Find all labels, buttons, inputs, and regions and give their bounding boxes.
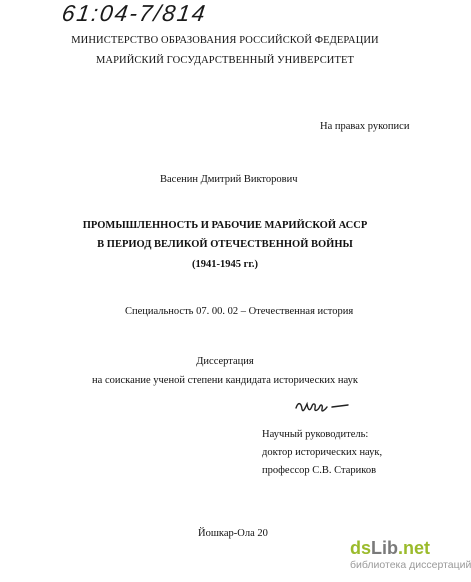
logo-ds-part: ds [350, 538, 372, 558]
ministry-header: МИНИСТЕРСТВО ОБРАЗОВАНИЯ РОССИЙСКОЙ ФЕДЕРАЦИИ [71, 35, 379, 46]
watermark-subtitle: библиотека диссертаций [350, 559, 471, 571]
thesis-title-line2: В ПЕРИОД ВЕЛИКОЙ ОТЕЧЕСТВЕННОЙ ВОЙНЫ [97, 239, 353, 250]
advisor-label: Научный руководитель: [262, 429, 369, 440]
thesis-title-line1: ПРОМЫШЛЕННОСТЬ И РАБОЧИЕ МАРИЙСКОЙ АССР [82, 220, 368, 231]
dissertation-label: Диссертация [196, 356, 254, 367]
city-year: Йошкар-Ола 20 [198, 528, 268, 539]
degree-line: на соискание ученой степени кандидата исторических наук [92, 375, 358, 386]
specialty-line: Специальность 07. 00. 02 – Отечественная история [125, 306, 354, 317]
dslib-logo [350, 538, 430, 559]
signature [294, 396, 354, 418]
author-name: Васенин Дмитрий Викторович [160, 174, 298, 185]
logo-net-part: net [403, 538, 431, 558]
advisor-name: профессор С.В. Стариков [262, 465, 377, 476]
rights-notice: На правах рукописи [320, 121, 410, 132]
advisor-degree: доктор исторических наук, [262, 447, 383, 458]
handwritten-stamp: 61:04-7/814 [60, 0, 209, 26]
university-header: МАРИЙСКИЙ ГОСУДАРСТВЕННЫЙ УНИВЕРСИТЕТ [95, 55, 355, 66]
thesis-years: (1941-1945 гг.) [191, 259, 259, 270]
logo-lib-part: Lib [371, 538, 399, 558]
logo-dot-part: . [398, 538, 404, 558]
